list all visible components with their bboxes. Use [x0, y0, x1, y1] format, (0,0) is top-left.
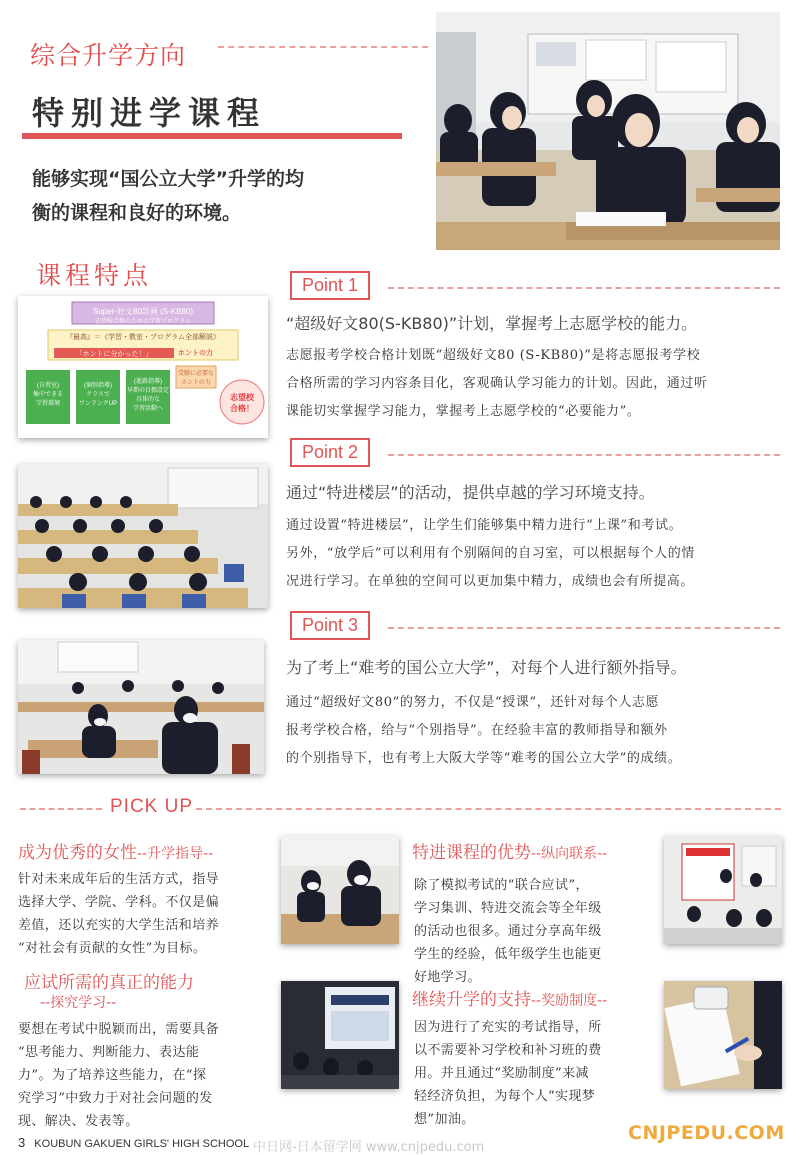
point1-body-line: 合格所需的学习内容条目化，客观确认学习能力的计划。因此，通过听 — [286, 376, 708, 391]
page-footer — [18, 1135, 249, 1150]
site-watermark: 中日网-日本留学网 www.cnjpedu.com — [253, 1140, 485, 1155]
pickup-body-line: “思考能力、判断能力、表达能 — [18, 1045, 200, 1060]
pickup-body-line: 学习集训、特进交流会等全年级 — [414, 901, 602, 916]
point1-body-line: 志愿报考学校合格计划既“超级好文80 (S-KB80)”是将志愿报考学校 — [286, 348, 701, 363]
point3-body — [286, 689, 786, 773]
pickup-body-line: 现、解决、发表等。 — [18, 1114, 139, 1129]
pickup-body-line: “对社会有贡献的女性”为目标。 — [18, 941, 207, 956]
diagram-mid-label: 『最高』＝《学習・教室・プログラム全部解説》 — [66, 334, 220, 341]
pickup-item-subtitle: --奖励制度-- — [531, 993, 608, 1009]
pickup-body-line: 选择大学、学院、学科。不仅是偏 — [18, 895, 220, 910]
point2-body-line: 通过设置“特进楼层”，让学生们能够集中精力进行“上课”和考试。 — [286, 518, 683, 533]
diagram-sub-label: 志望校合格のための学習プログラム — [95, 319, 191, 325]
pickup-item-title — [412, 838, 607, 863]
pickup-body-line: 以不需要补习学校和补习班的费 — [414, 1043, 602, 1058]
pickup-body-line: 学生的经验，低年级学生也能更 — [414, 947, 602, 962]
site-logo[interactable]: CNJPEDU.COM — [628, 1122, 785, 1144]
pickup-item-title — [18, 838, 213, 863]
features-title: 课程特点 — [36, 261, 153, 290]
pickup-item-body — [414, 1016, 658, 1131]
point3-heading: 为了考上“难考的国公立大学”，对每个人进行额外指导。 — [286, 658, 687, 677]
pickup-photo-students — [281, 836, 399, 944]
category-divider — [218, 46, 428, 48]
point1-label: Point 1 — [290, 271, 370, 300]
point3-body-line: 通过“超级好文80”的努力，不仅是“授课”，还针对每个人志愿 — [286, 695, 660, 710]
diagram-banner: 「ホントに分かった！」 — [75, 351, 153, 358]
pickup-item-subtitle: --探究学习-- — [40, 995, 117, 1011]
diagram-goal-label: 志望校 合格！ — [230, 393, 254, 413]
pickup-body-line: 用。并且通过“奖励制度”来减 — [414, 1066, 589, 1081]
pickup-item-title — [412, 985, 607, 1010]
diagram-side-label: 受験に必要な ホントの力 — [177, 371, 214, 386]
diagram-top-label: Super-好文80計画 (S-KB80) — [92, 307, 194, 316]
pickup-body-line: 力”。为了培养这些能力，在“探 — [18, 1068, 207, 1083]
hero-classroom-photo — [436, 12, 780, 250]
point2-divider — [388, 454, 780, 456]
pickup-body-line: 想”加油。 — [414, 1112, 475, 1127]
page-title: 特别进学课程 — [32, 94, 267, 132]
point3-body-line: 报考学校合格，给与“个别指导”。在经验丰富的教师指导和额外 — [286, 723, 668, 738]
point3-guidance-photo — [18, 640, 264, 774]
diagram-box-3: (進路指導) 早期の目標設定 具体的な 学習活動へ — [126, 379, 169, 412]
pickup-body-line: 针对未来成年后的生活方式，指导 — [18, 872, 220, 887]
point3-divider — [388, 627, 780, 629]
point1-body — [286, 342, 786, 426]
point2-label: Point 2 — [290, 438, 370, 467]
pickup-body-line: 要想在考试中脱颖而出，需要具备 — [18, 1022, 220, 1037]
point2-body-line: 况进行学习。在单独的空间可以更加集中精力，成绩也会有所提高。 — [286, 574, 695, 589]
diagram-red-text: ホントの力 — [178, 350, 213, 357]
category-title: 综合升学方向 — [30, 41, 187, 70]
pickup-photo-exchange — [664, 836, 782, 944]
pickup-item-title-text: 特进课程的优势 — [412, 843, 531, 863]
diagram-box-2: (個別指導) クラスで ワンランクUP — [78, 383, 118, 407]
point3-body-line: 的个别指导下，也有考上大阪大学等“难考的国公立大学”的成绩。 — [286, 751, 682, 766]
point1-heading: “超级好文80(S-KB80)”计划，掌握考上志愿学校的能力。 — [286, 314, 698, 333]
title-underline — [22, 133, 402, 139]
pickup-item-subtitle: --纵向联系-- — [531, 846, 608, 862]
pickup-body-line: 好地学习。 — [414, 970, 482, 985]
page-number: 3 — [18, 1135, 26, 1150]
pickup-body-line: 除了模拟考试的“联合应试”， — [414, 878, 589, 893]
pickup-item-subtitle: --升学指导-- — [137, 846, 214, 862]
point2-heading: 通过“特进楼层”的活动，提供卓越的学习环境支持。 — [286, 483, 655, 502]
diagram-box-1: (自習室) 集中できる 学習環境 — [32, 383, 63, 407]
point1-body-line: 课能切实掌握学习能力，掌握考上志愿学校的“必要能力”。 — [286, 404, 641, 419]
school-name: KOUBUN GAKUEN GIRLS' HIGH SCHOOL — [34, 1138, 250, 1150]
pickup-item-body — [18, 1018, 272, 1133]
pickup-divider-right — [196, 808, 781, 810]
pickup-photo-presentation — [281, 981, 399, 1089]
pickup-body-line: 差值，还以充实的大学生活和培养 — [18, 918, 220, 933]
point2-body-line: 另外，“放学后”可以利用有个别隔间的自习室，可以根据每个人的情 — [286, 546, 695, 561]
pickup-body-line: 的活动也很多。通过分享高年级 — [414, 924, 602, 939]
point3-label: Point 3 — [290, 611, 370, 640]
lead-line-2: 衡的课程和良好的环境。 — [32, 202, 242, 224]
pickup-photo-writing — [664, 981, 782, 1089]
lead-text — [32, 162, 392, 230]
point1-divider — [388, 287, 780, 289]
pickup-item-body — [18, 868, 268, 960]
pickup-divider-left — [20, 808, 102, 810]
pickup-title: PICK UP — [110, 796, 194, 817]
pickup-body-line: 轻经济负担，为每个人“实现梦 — [414, 1089, 596, 1104]
point2-study-room-photo — [18, 464, 268, 608]
point2-body — [286, 512, 786, 596]
pickup-item-title-text: 成为优秀的女性 — [18, 843, 137, 863]
pickup-item-body — [414, 874, 658, 989]
lead-line-1: 能够实现“国公立大学”升学的均 — [32, 168, 304, 190]
pickup-body-line: 究学习”中致力于对社会问题的发 — [18, 1091, 213, 1106]
pickup-item-title: 应试所需的真正的能力 — [24, 973, 194, 993]
point1-diagram-image — [18, 296, 268, 438]
pickup-body-line: 因为进行了充实的考试指导，所 — [414, 1020, 602, 1035]
pickup-item-title-text: 继续升学的支持 — [412, 990, 531, 1010]
